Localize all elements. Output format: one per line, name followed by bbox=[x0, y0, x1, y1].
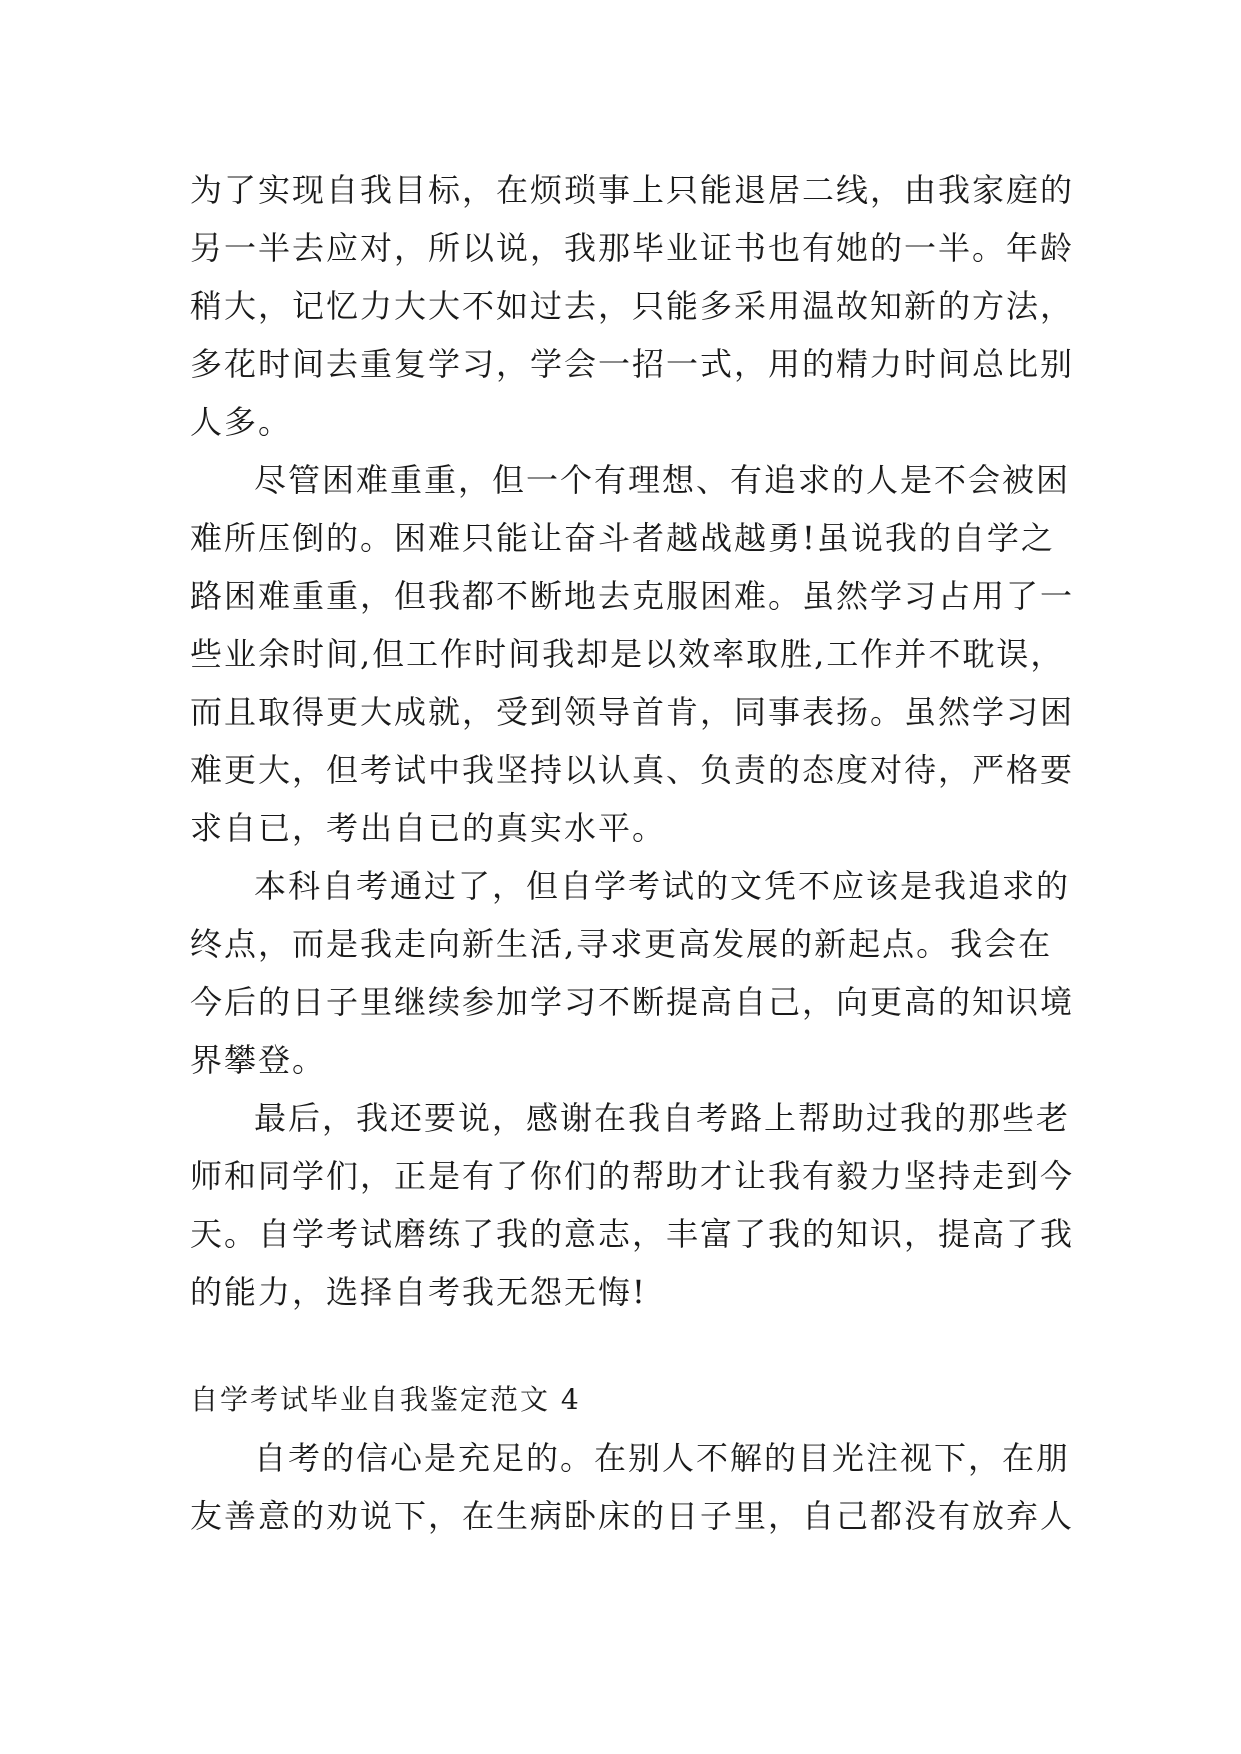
text-line: 路困难重重，但我都不断地去克服困难。虽然学习占用了一 bbox=[190, 577, 1075, 615]
text-line: 稍大，记忆力大大不如过去，只能多采用温故知新的方法， bbox=[190, 287, 1075, 325]
text-line: 人多。 bbox=[190, 403, 293, 441]
text-line: 的能力，选择自考我无怨无悔! bbox=[190, 1273, 647, 1311]
text-line: 友善意的劝说下，在生病卧床的日子里，自己都没有放弃人 bbox=[190, 1497, 1075, 1535]
text-line: 为了实现自我目标，在烦琐事上只能退居二线，由我家庭的 bbox=[190, 171, 1075, 209]
text-line: 多花时间去重复学习，学会一招一式，用的精力时间总比别 bbox=[190, 345, 1075, 383]
text-line: 终点，而是我走向新生活,寻求更高发展的新起点。我会在 bbox=[190, 925, 1053, 963]
text-line: 求自已，考出自已的真实水平。 bbox=[190, 809, 667, 847]
text-line: 难更大，但考试中我坚持以认真、负责的态度对待，严格要 bbox=[190, 751, 1075, 789]
paragraph-start-line: 尽管困难重重，但一个有理想、有追求的人是不会被困 bbox=[254, 461, 1071, 499]
text-line: 今后的日子里继续参加学习不断提高自己，向更高的知识境 bbox=[190, 983, 1075, 1021]
text-line: 些业余时间,但工作时间我却是以效率取胜,工作并不耽误， bbox=[190, 635, 1065, 673]
paragraph-start-line: 最后，我还要说，感谢在我自考路上帮助过我的那些老 bbox=[254, 1099, 1071, 1137]
text-line: 天。自学考试磨练了我的意志，丰富了我的知识，提高了我 bbox=[190, 1215, 1075, 1253]
section-heading: 自学考试毕业自我鉴定范文 4 bbox=[190, 1383, 581, 1416]
text-line: 而且取得更大成就，受到领导首肯，同事表扬。虽然学习困 bbox=[190, 693, 1075, 731]
text-line: 师和同学们，正是有了你们的帮助才让我有毅力坚持走到今 bbox=[190, 1157, 1075, 1195]
text-line: 界攀登。 bbox=[190, 1041, 327, 1079]
text-line: 另一半去应对，所以说，我那毕业证书也有她的一半。年龄 bbox=[190, 229, 1075, 267]
paragraph-start-line: 自考的信心是充足的。在别人不解的目光注视下，在朋 bbox=[254, 1439, 1071, 1477]
text-line: 难所压倒的。困难只能让奋斗者越战越勇!虽说我的自学之 bbox=[190, 519, 1055, 557]
paragraph-start-line: 本科自考通过了，但自学考试的文凭不应该是我追求的 bbox=[254, 867, 1071, 905]
